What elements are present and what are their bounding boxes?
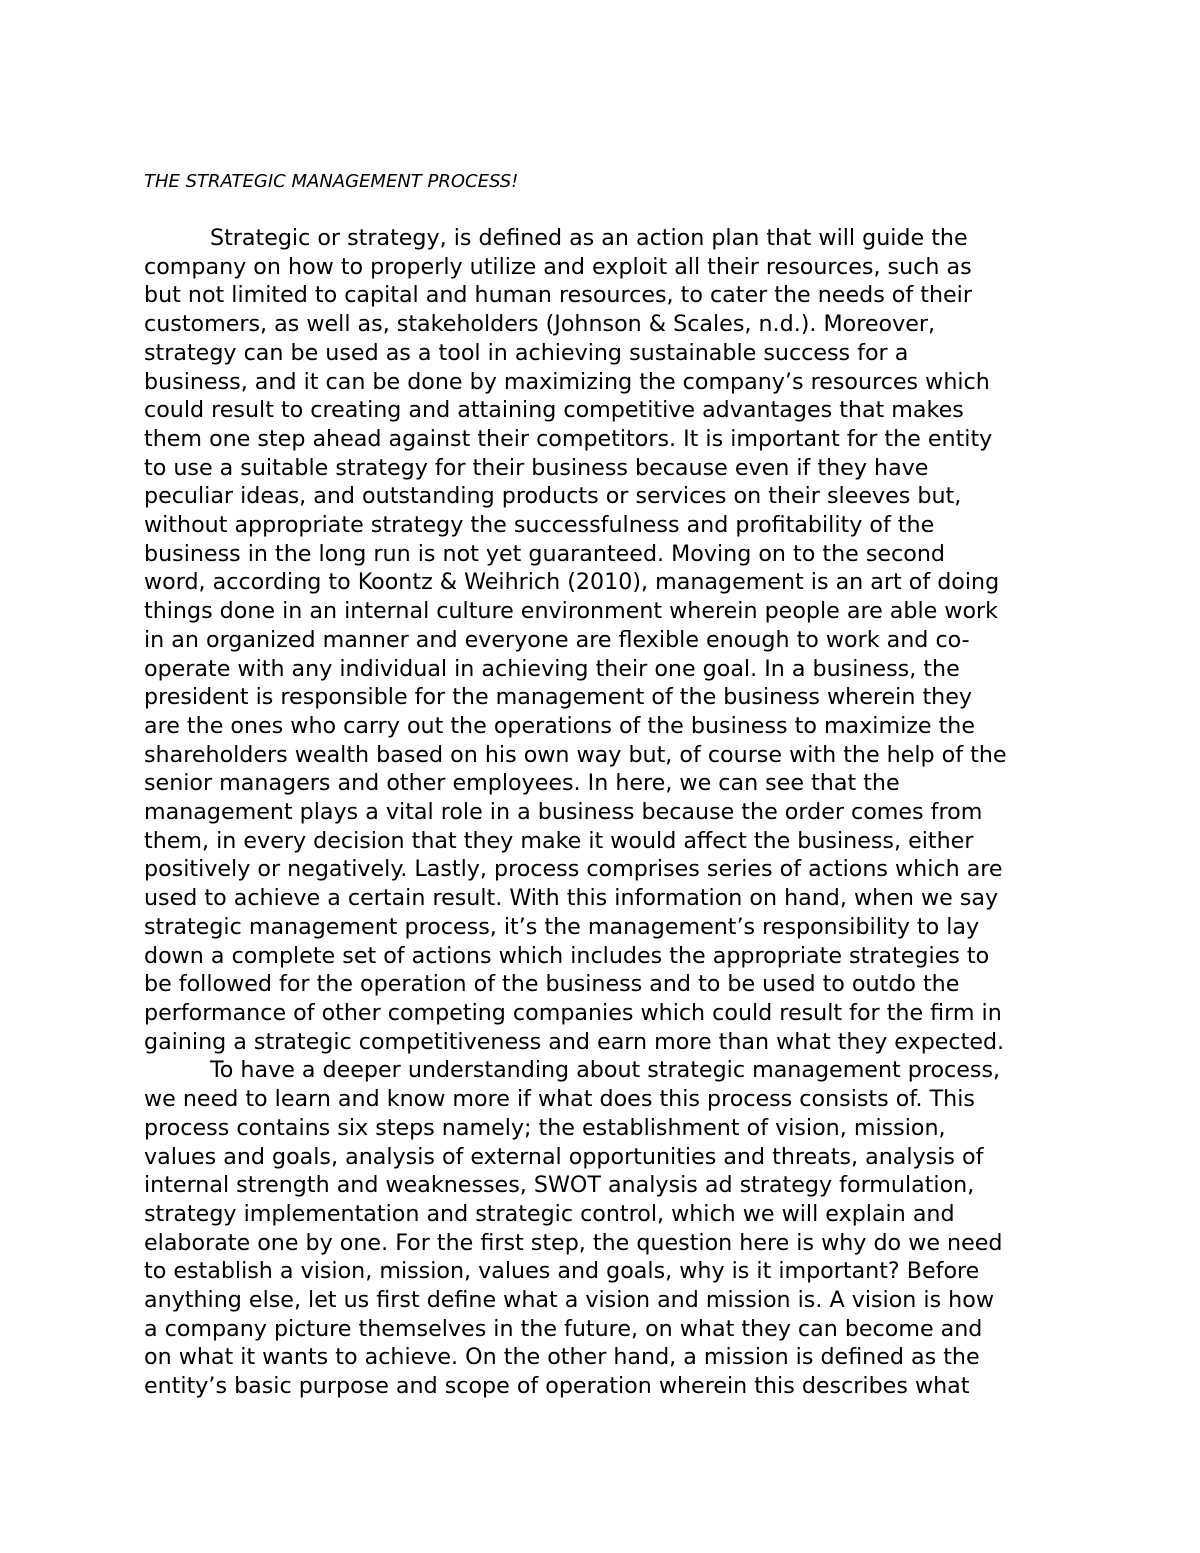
text-line: shareholders wealth based on his own way but, of course with the help of the: [144, 741, 1007, 768]
text-line: president is responsible for the management of the business wherein they: [144, 684, 972, 711]
text-line: performance of other competing companies which could result for the firm in: [144, 999, 1002, 1026]
text-line: them, in every decision that they make it would affect the business, either: [144, 827, 974, 854]
text-line: be followed for the operation of the business and to be used to outdo the: [144, 971, 960, 998]
text-line: without appropriate strategy the successfulness and profitability of the: [144, 512, 935, 539]
text-line: company on how to properly utilize and exploit all their resources, such as: [144, 253, 972, 280]
text-line: positively or negatively. Lastly, process comprises series of actions which are: [144, 856, 1003, 883]
text-line: used to achieve a certain result. With this information on hand, when we say: [144, 885, 999, 912]
document-title: THE STRATEGIC MANAGEMENT PROCESS!: [144, 171, 519, 192]
text-line: business in the long run is not yet guaranteed. Moving on to the second: [144, 540, 945, 567]
text-line: customers, as well as, stakeholders (Johnson & Scales, n.d.). Moreover,: [144, 311, 936, 338]
text-line: on what it wants to achieve. On the other hand, a mission is defined as the: [144, 1344, 980, 1371]
text-line: strategy can be used as a tool in achieving sustainable success for a: [144, 339, 909, 366]
text-line: elaborate one by one. For the first step, the question here is why do we need: [144, 1229, 1003, 1256]
text-line: but not limited to capital and human resources, to cater the needs of their: [144, 282, 972, 309]
text-line: process contains six steps namely; the establishment of vision, mission,: [144, 1114, 946, 1141]
text-line: values and goals, analysis of external opportunities and threats, analysis of: [144, 1143, 984, 1170]
text-line: to use a suitable strategy for their business because even if they have: [144, 454, 929, 481]
text-line: things done in an internal culture environment wherein people are able work: [144, 598, 999, 625]
text-line: To have a deeper understanding about strategic management process,: [210, 1057, 1001, 1084]
text-line: internal strength and weaknesses, SWOT analysis ad strategy formulation,: [144, 1172, 975, 1199]
text-line: gaining a strategic competitiveness and earn more than what they expected.: [144, 1028, 1005, 1055]
text-line: word, according to Koontz & Weihrich (2010), management is an art of doing: [144, 569, 1000, 596]
text-line: to establish a vision, mission, values and goals, why is it important? Before: [144, 1258, 980, 1285]
text-line: strategic management process, it’s the management’s responsibility to lay: [144, 913, 980, 940]
paragraph-1: [144, 224, 1064, 1056]
text-line: peculiar ideas, and outstanding products or services on their sleeves but,: [144, 483, 962, 510]
document-body: [144, 224, 1064, 1401]
text-line: entity’s basic purpose and scope of operation wherein this describes what: [144, 1373, 970, 1400]
text-line: management plays a vital role in a business because the order comes from: [144, 799, 983, 826]
text-line: them one step ahead against their competitors. It is important for the entity: [144, 425, 993, 452]
paragraph-2: [144, 1056, 1064, 1400]
text-line: anything else, let us first define what a vision and mission is. A vision is how: [144, 1287, 994, 1314]
text-line: down a complete set of actions which includes the appropriate strategies to: [144, 942, 990, 969]
text-line: are the ones who carry out the operations of the business to maximize the: [144, 712, 975, 739]
text-line: strategy implementation and strategic control, which we will explain and: [144, 1200, 955, 1227]
text-line: a company picture themselves in the future, on what they can become and: [144, 1315, 983, 1342]
text-line: operate with any individual in achieving their one goal. In a business, the: [144, 655, 960, 682]
text-line: Strategic or strategy, is defined as an action plan that will guide the: [210, 225, 968, 251]
text-line: we need to learn and know more if what does this process consists of. This: [144, 1086, 975, 1113]
text-line: in an organized manner and everyone are flexible enough to work and co-: [144, 626, 970, 653]
text-line: could result to creating and attaining competitive advantages that makes: [144, 397, 964, 424]
text-line: senior managers and other employees. In here, we can see that the: [144, 770, 900, 797]
text-line: business, and it can be done by maximizing the company’s resources which: [144, 368, 990, 395]
